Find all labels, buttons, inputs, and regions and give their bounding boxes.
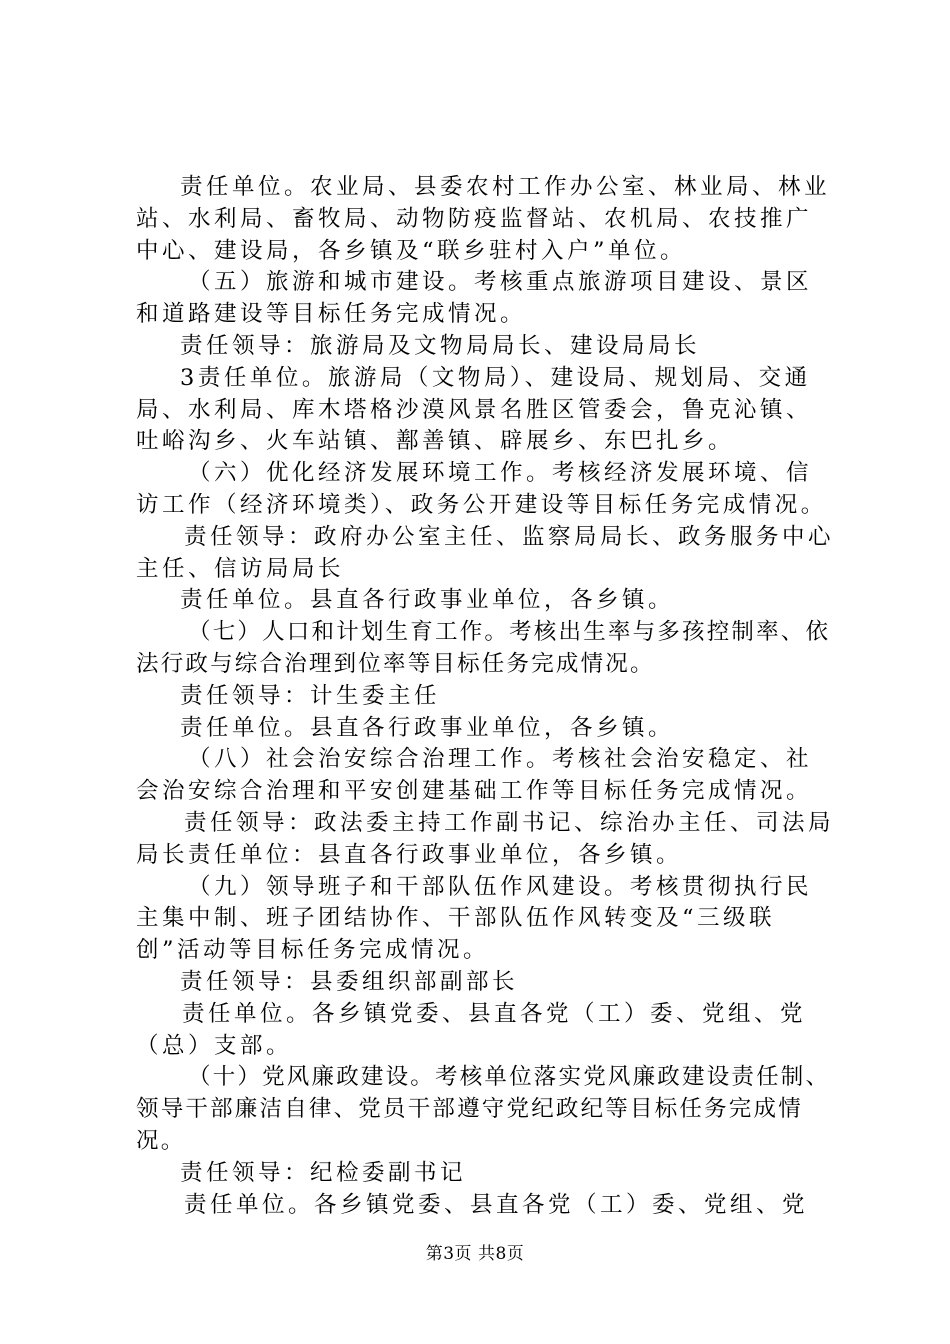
paragraph: 责任单位。农业局、县委农村工作办公室、林业局、林业站、水利局、畜牧局、动物防疫监督站、农机局、农技推广中心、建设局，各乡镇及“联乡驻村入户”单位。 xyxy=(136,174,831,264)
paragraph: （九）领导班子和干部队伍作风建设。考核贯彻执行民主集中制、班子团结协作、干部队伍作风转变及“三级联创”活动等目标任务完成情况。 xyxy=(136,873,813,964)
paragraph: 责任领导：纪检委副书记 xyxy=(180,1159,467,1186)
paragraph: 责任单位。县直各行政事业单位，各乡镇。 xyxy=(180,714,675,741)
paragraph: 责任领导：政法委主持工作副书记、综治办主任、司法局局长责任单位：县直各行政事业单位，各乡镇。 xyxy=(136,809,835,868)
paragraph: 责任领导：县委组织部副部长 xyxy=(180,968,519,995)
paragraph: 责任单位。各乡镇党委、县直各党（工）委、党组、党（总）支部。 xyxy=(136,1000,807,1059)
page-footer: 第3页 共8页 xyxy=(425,1244,525,1264)
paragraph: （五）旅游和城市建设。考核重点旅游项目建设、景区和道路建设等目标任务完成情况。 xyxy=(136,269,813,328)
paragraph: 责任单位。县直各行政事业单位，各乡镇。 xyxy=(180,587,675,614)
paragraph: （八）社会治安综合治理工作。考核社会治安稳定、社会治安综合治理和平安创建基础工作等目标任务完成情况。 xyxy=(136,746,813,805)
paragraph: （七）人口和计划生育工作。考核出生率与多孩控制率、依法行政与综合治理到位率等目标任务完成情况。 xyxy=(136,619,831,677)
paragraph: 责任领导：政府办公室主任、监察局局长、政务服务中心主任、信访局局长 xyxy=(136,523,835,582)
paragraph: （十）党风廉政建设。考核单位落实党风廉政建设责任制、领导干部廉洁自律、党员干部遵守党纪政纪等目标任务完成情况。 xyxy=(136,1064,831,1154)
paragraph: 责任领导：计生委主任 xyxy=(180,682,441,709)
paragraph: （六）优化经济发展环境工作。考核经济发展环境、信访工作（经济环境类）、政务公开建设等目标任务完成情况。 xyxy=(136,460,827,518)
paragraph: 责任单位。各乡镇党委、县直各党（工）委、党组、党 xyxy=(184,1191,809,1218)
paragraph: 3责任单位。旅游局（文物局）、建设局、规划局、交通局、水利局、库木塔格沙漠风景名胜区管委会，鲁克沁镇、吐峪沟乡、火车站镇、鄯善镇、辟展乡、东巴扎乡。 xyxy=(136,364,813,455)
document-body xyxy=(136,172,836,1221)
paragraph: 责任领导：旅游局及文物局局长、建设局局长 xyxy=(180,332,701,359)
